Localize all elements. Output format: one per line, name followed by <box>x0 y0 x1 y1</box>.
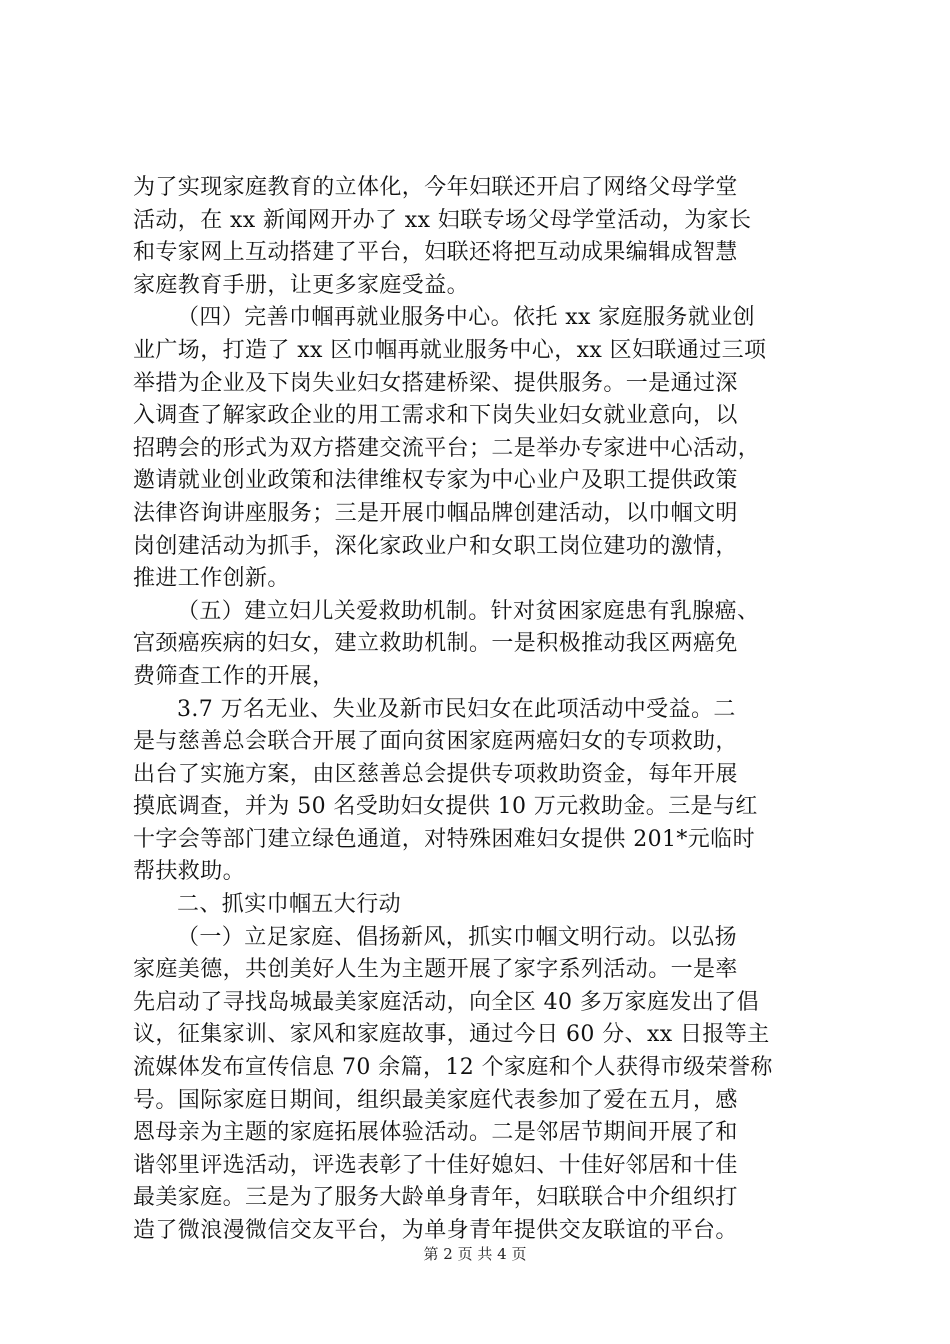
text-line: 号。国际家庭日期间，组织最美家庭代表参加了爱在五月，感 <box>133 1087 738 1113</box>
document-body <box>133 172 833 1248</box>
text-line: 议，征集家训、家风和家庭故事，通过今日 60 分、xx 日报等主 <box>133 1022 770 1048</box>
text-line: 费筛查工作的开展， <box>133 663 335 689</box>
text-line: 流媒体发布宣传信息 70 余篇，12 个家庭和个人获得市级荣誉称 <box>133 1055 773 1081</box>
text-line: 法律咨询讲座服务；三是开展巾帼品牌创建活动，以巾帼文明 <box>133 500 738 526</box>
text-line: 出台了实施方案，由区慈善总会提供专项救助资金，每年开展 <box>133 761 738 787</box>
text-line: 最美家庭。三是为了服务大龄单身青年，妇联联合中介组织打 <box>133 1185 738 1211</box>
text-line: 宫颈癌疾病的妇女，建立救助机制。一是积极推动我区两癌免 <box>133 631 738 657</box>
section-heading-line: （一）立足家庭、倡扬新风，抓实巾帼文明行动。以弘扬 <box>177 924 738 950</box>
section-heading-line: （五）建立妇儿关爱救助机制。针对贫困家庭患有乳腺癌、 <box>177 598 760 624</box>
text-line: 十字会等部门建立绿色通道，对特殊困难妇女提供 201*元临时 <box>133 826 755 852</box>
text-line: 3.7 万名无业、失业及新市民妇女在此项活动中受益。二 <box>177 696 736 722</box>
text-line: 谐邻里评选活动，评选表彰了十佳好媳妇、十佳好邻居和十佳 <box>133 1152 738 1178</box>
text-line: 家庭教育手册，让更多家庭受益。 <box>133 272 470 298</box>
text-line: 招聘会的形式为双方搭建交流平台；二是举办专家进中心活动， <box>133 435 761 461</box>
text-line: 活动，在 xx 新闻网开办了 xx 妇联专场父母学堂活动，为家长 <box>133 207 752 233</box>
text-line: 邀请就业创业政策和法律维权专家为中心业户及职工提供政策 <box>133 468 738 494</box>
text-line: 恩母亲为主题的家庭拓展体验活动。二是邻居节期间开展了和 <box>133 1120 738 1146</box>
text-line: 推进工作创新。 <box>133 566 290 592</box>
page-footer: 第 2 页 共 4 页 <box>423 1245 527 1263</box>
section-heading-line: （四）完善巾帼再就业服务中心。依托 xx 家庭服务就业创 <box>177 305 756 331</box>
text-line: 岗创建活动为抓手，深化家政业户和女职工岗位建功的激情， <box>133 533 738 559</box>
text-line: 举措为企业及下岗失业妇女搭建桥梁、提供服务。一是通过深 <box>133 370 738 396</box>
text-line: 入调查了解家政企业的用工需求和下岗失业妇女就业意向，以 <box>133 403 738 429</box>
text-line: 为了实现家庭教育的立体化，今年妇联还开启了网络父母学堂 <box>133 175 738 200</box>
text-line: 业广场，打造了 xx 区巾帼再就业服务中心，xx 区妇联通过三项 <box>133 337 767 363</box>
text-line: 摸底调查，并为 50 名受助妇女提供 10 万元救助金。三是与红 <box>133 794 758 820</box>
text-line: 和专家网上互动搭建了平台，妇联还将把互动成果编辑成智慧 <box>133 240 738 266</box>
text-line: 家庭美德，共创美好人生为主题开展了家字系列活动。一是率 <box>133 957 738 983</box>
text-line: 造了微浪漫微信交友平台，为单身青年提供交友联谊的平台。 <box>133 1218 738 1243</box>
chapter-heading: 二、抓实巾帼五大行动 <box>177 892 402 918</box>
text-line: 帮扶救助。 <box>133 859 246 885</box>
text-line: 是与慈善总会联合开展了面向贫困家庭两癌妇女的专项救助， <box>133 729 738 755</box>
text-line: 先启动了寻找岛城最美家庭活动，向全区 40 多万家庭发出了倡 <box>133 989 759 1015</box>
